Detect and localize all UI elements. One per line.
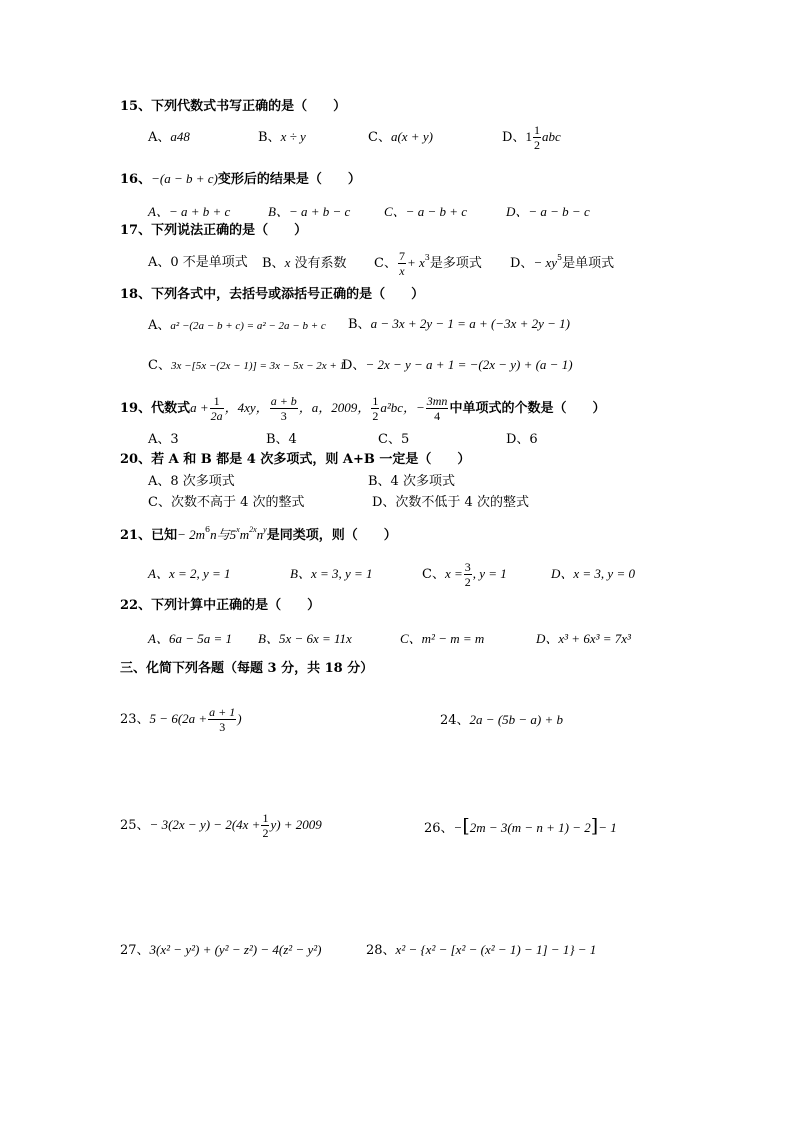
fraction-denominator: 2 <box>533 138 540 152</box>
question-expr: x² − {x² − [x² − (x² − 1) − 1] − 1} − 1 <box>395 942 597 957</box>
q22-option-a: A、6a − 5a = 1 <box>148 631 232 646</box>
q16-option-d: D、− a − b − c <box>506 204 590 219</box>
option-expr: 3x −[5x −(2x − 1)] = 3x − 5x − 2x + 1 <box>170 360 346 372</box>
question-15-stem: 15、下列代数式书写正确的是（ ） <box>120 99 347 114</box>
fraction-denominator: 4 <box>434 409 441 423</box>
fraction <box>533 123 541 152</box>
q16-option-b: B、− a + b − c <box>268 204 351 219</box>
exponent: 6 <box>205 524 211 534</box>
q15-option-a <box>148 129 190 146</box>
expr-part: − 2m <box>177 527 206 542</box>
fraction-denominator: 2a <box>210 409 223 423</box>
right-bracket: ] <box>590 815 599 837</box>
option-expr: + x <box>406 255 425 270</box>
fraction-numerator: 1 <box>533 123 540 137</box>
option-expr: x ÷ y <box>280 129 306 144</box>
option-label: A、 <box>148 130 171 145</box>
q17-option-a: A、0 不是单项式 <box>148 255 248 270</box>
option-expr: − xy <box>533 255 557 270</box>
fraction <box>398 249 406 278</box>
question-number: 16、 <box>120 172 152 187</box>
question-19-stem <box>120 388 605 429</box>
q17-option-d <box>510 252 615 272</box>
section-heading: 三、化简下列各题（每题 3 分，共 18 分） <box>120 661 374 676</box>
question-number: 28、 <box>366 943 396 958</box>
q20-option-b: B、4 次多项式 <box>368 474 455 489</box>
option-label: B、 <box>262 256 285 271</box>
fraction-numerator: a + b <box>270 394 297 408</box>
q15-option-c <box>368 129 433 146</box>
left-bracket: [ <box>462 815 470 837</box>
exponent: x <box>236 524 240 534</box>
question-number: 21、 <box>120 528 152 543</box>
fraction-denominator: 3 <box>280 409 287 423</box>
fraction <box>261 811 269 840</box>
option-label: C、 <box>374 256 397 271</box>
question-expr: 2a − (5b − a) + b <box>469 712 564 727</box>
question-18-stem: 18、下列各式中，去括号或添括号正确的是（ ） <box>120 287 425 302</box>
fraction-denominator: 2 <box>262 826 269 840</box>
question-number: 24、 <box>440 713 470 728</box>
exponent: y <box>263 524 267 534</box>
option-expr: x = <box>444 566 463 581</box>
q19-option-a: A、3 <box>148 432 179 447</box>
question-20-stem: 20、若 A 和 B 都是 4 次多项式，则 A+B 一定是（ ） <box>120 452 471 467</box>
question-text: 代数式 <box>151 401 191 416</box>
option-expr: a(x + y) <box>390 129 433 144</box>
fraction <box>270 394 298 423</box>
question-text: 变形后的结果是（ ） <box>217 172 361 187</box>
fraction-numerator: 1 <box>210 394 224 409</box>
question-number: 19、 <box>120 401 152 416</box>
option-label: A、 <box>148 318 171 333</box>
option-label: C、 <box>368 130 391 145</box>
fraction <box>210 394 224 423</box>
option-text: 是多项式 <box>429 256 482 271</box>
expr-part: ，a，2009， <box>298 400 371 415</box>
option-expr: a48 <box>170 129 190 144</box>
expr-part: − 3(2x − y) − 2(4x + <box>149 817 261 832</box>
option-expr: abc <box>541 129 561 144</box>
question-28 <box>366 942 596 959</box>
option-label: B、 <box>348 317 371 332</box>
expr-part: − 1 <box>598 820 617 835</box>
q19-option-d: D、6 <box>506 432 538 447</box>
q15-option-d <box>502 118 561 157</box>
option-expr: − 2x − y − a + 1 = −(2x − y) + (a − 1) <box>365 357 573 372</box>
question-21-stem <box>120 524 397 544</box>
option-label: B、 <box>258 130 281 145</box>
option-label: D、 <box>502 130 526 145</box>
exponent: 3 <box>424 252 430 262</box>
expr-part: 5 − 6(2a + <box>149 711 208 726</box>
fraction-numerator: 3 <box>464 560 471 574</box>
expr-part: m <box>239 527 250 542</box>
q20-option-d: D、次数不低于 4 次的整式 <box>372 495 529 510</box>
q21-option-d: D、x = 3, y = 0 <box>551 566 635 581</box>
expr-part: n与5 <box>210 527 237 542</box>
question-25 <box>120 806 322 845</box>
fraction-numerator: 7 <box>398 249 405 263</box>
expr-part: 2m − 3(m − n + 1) − 2 <box>469 820 591 835</box>
question-27 <box>120 942 321 959</box>
fraction-denominator: 2 <box>464 575 471 589</box>
expr-part: a²bc，− <box>380 400 425 415</box>
q21-option-a: A、x = 2, y = 1 <box>148 566 231 581</box>
fraction <box>464 560 472 589</box>
question-22-stem: 22、下列计算中正确的是（ ） <box>120 598 321 613</box>
q16-option-c: C、− a − b + c <box>384 204 468 219</box>
fraction-denominator: 2 <box>372 409 379 423</box>
fraction <box>371 394 379 423</box>
q17-option-b <box>262 255 347 272</box>
fraction <box>426 394 449 423</box>
option-label: C、 <box>148 358 171 373</box>
fraction <box>208 705 236 734</box>
q18-option-c <box>148 358 345 374</box>
question-text: 中单项式的个数是（ ） <box>449 401 606 416</box>
q18-option-b <box>348 316 570 333</box>
q18-option-d <box>342 357 573 374</box>
option-expr: , y = 1 <box>472 566 507 581</box>
option-text: 没有系数 <box>294 256 347 271</box>
expr-part: n <box>256 527 264 542</box>
question-24 <box>440 712 563 729</box>
q22-option-b: B、5x − 6x = 11x <box>258 631 352 646</box>
question-23 <box>120 700 242 739</box>
question-number: 23、 <box>120 712 150 727</box>
question-text: 是同类项，则（ ） <box>266 528 397 543</box>
q19-option-b: B、4 <box>266 432 297 447</box>
q20-option-c: C、次数不高于 4 次的整式 <box>148 495 305 510</box>
q19-option-c: C、5 <box>378 432 410 447</box>
q18-option-a <box>148 318 326 334</box>
fraction-numerator: a + 1 <box>209 705 236 719</box>
question-16-stem <box>120 171 361 188</box>
option-expr: a − 3x + 2y − 1 = a + (−3x + 2y − 1) <box>370 316 570 331</box>
exponent: 5 <box>557 252 563 262</box>
expr-part: ，4xy， <box>224 400 269 415</box>
expr-part: − <box>453 820 463 835</box>
question-17-stem: 17、下列说法正确的是（ ） <box>120 223 308 238</box>
expr-part: y) + 2009 <box>270 817 322 832</box>
question-text: 已知 <box>151 528 178 543</box>
option-expr: a² −(2a − b + c) = a² − 2a − b + c <box>170 320 326 332</box>
fraction-numerator: 1 <box>262 811 269 825</box>
q22-option-d: D、x³ + 6x³ = 7x³ <box>536 631 631 646</box>
question-26 <box>424 815 617 837</box>
option-label: C、 <box>422 567 445 582</box>
q22-option-c: C、m² − m = m <box>400 631 485 646</box>
fraction-denominator: 3 <box>219 720 226 734</box>
exponent: 2x <box>249 524 257 534</box>
question-expr: −(a − b + c) <box>151 171 218 186</box>
expr-part: a + <box>190 400 209 415</box>
q21-option-c <box>422 555 507 594</box>
question-number: 27、 <box>120 943 150 958</box>
q15-option-b <box>258 129 306 146</box>
q17-option-c <box>374 244 482 283</box>
q20-option-a: A、8 次多项式 <box>148 474 235 489</box>
option-label: D、 <box>510 256 534 271</box>
option-var: x <box>284 255 291 270</box>
question-expr: 3(x² − y²) + (y² − z²) − 4(z² − y²) <box>149 942 322 957</box>
expr-part: ) <box>237 711 242 726</box>
fraction-numerator: 3mn <box>426 394 448 408</box>
mixed-number-integer: 1 <box>525 129 532 144</box>
question-number: 26、 <box>424 821 454 836</box>
option-text: 是单项式 <box>562 256 615 271</box>
q16-option-a: A、− a + b + c <box>148 204 231 219</box>
fraction-numerator: 1 <box>372 394 379 408</box>
option-label: D、 <box>342 358 366 373</box>
question-number: 25、 <box>120 818 150 833</box>
fraction-denominator: x <box>399 264 405 278</box>
q21-option-b: B、x = 3, y = 1 <box>290 566 373 581</box>
